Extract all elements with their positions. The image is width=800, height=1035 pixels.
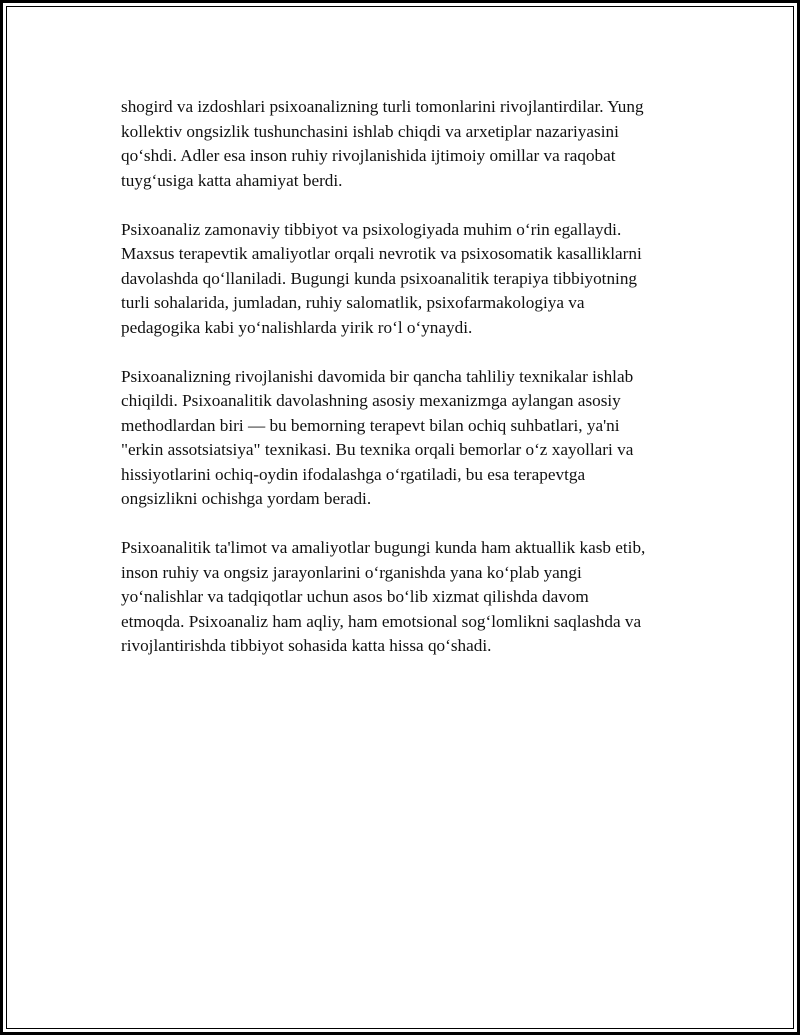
paragraph-4: Psixoanalitik ta'limot va amaliyotlar bugungi kunda ham aktuallik kasb etib, inson ruhiy va ongsiz jarayonlarini o‘rganishda yana ko‘plab yangi yo‘nalishlar va tadqiqotlar uchun asos bo‘lib xizmat qilishda davom etmoqda. Psixoanaliz ham aqliy, ham emotsional sog‘lomlikni saqlashda va rivojlantirishda tibbiyot sohasida katta hissa qo‘shadi.: [121, 538, 646, 655]
paragraph-3: Psixoanalizning rivojlanishi davomida bir qancha tahliliy texnikalar ishlab chiqildi. Psixoanalitik davolashning asosiy mexanizmga aylangan asosiy methodlardan biri — bu bemorning terapevt bilan ochiq suhbatlari, ya'ni "erkin assotsiatsiya" texnikasi. Bu texnika orqali bemorlar o‘z xayollari va hissiyotlarini ochiq-oydin ifodalashga o‘rgatiladi, bu esa terapevtga ongsizlikni ochishga yordam beradi.: [121, 366, 634, 508]
paragraph-2: Psixoanaliz zamonaviy tibbiyot va psixologiyada muhim o‘rin egallaydi. Maxsus terapevtik amaliyotlar orqali nevrotik va psixosomatik kasalliklarni davolashda qo‘llaniladi. Bugungi kunda psixoanalitik terapiya tibbiyotning turli sohalarida, jumladan, ruhiy salomatlik, psixofarmakologiya va pedagogika kabi yo‘nalishlarda yirik ro‘l o‘ynaydi.: [121, 219, 642, 337]
paragraph-1: shogird va izdoshlari psixoanalizning turli tomonlarini rivojlantirdilar. Yung kollektiv ongsizlik tushunchasini ishlab chiqdi va arxetiplar nazariyasini qo‘shdi. Adler esa inson ruhiy rivojlanishida ijtimoiy omillar va raqobat tuyg‘usiga katta ahamiyat berdi.: [121, 97, 644, 190]
document-body: [121, 95, 701, 683]
